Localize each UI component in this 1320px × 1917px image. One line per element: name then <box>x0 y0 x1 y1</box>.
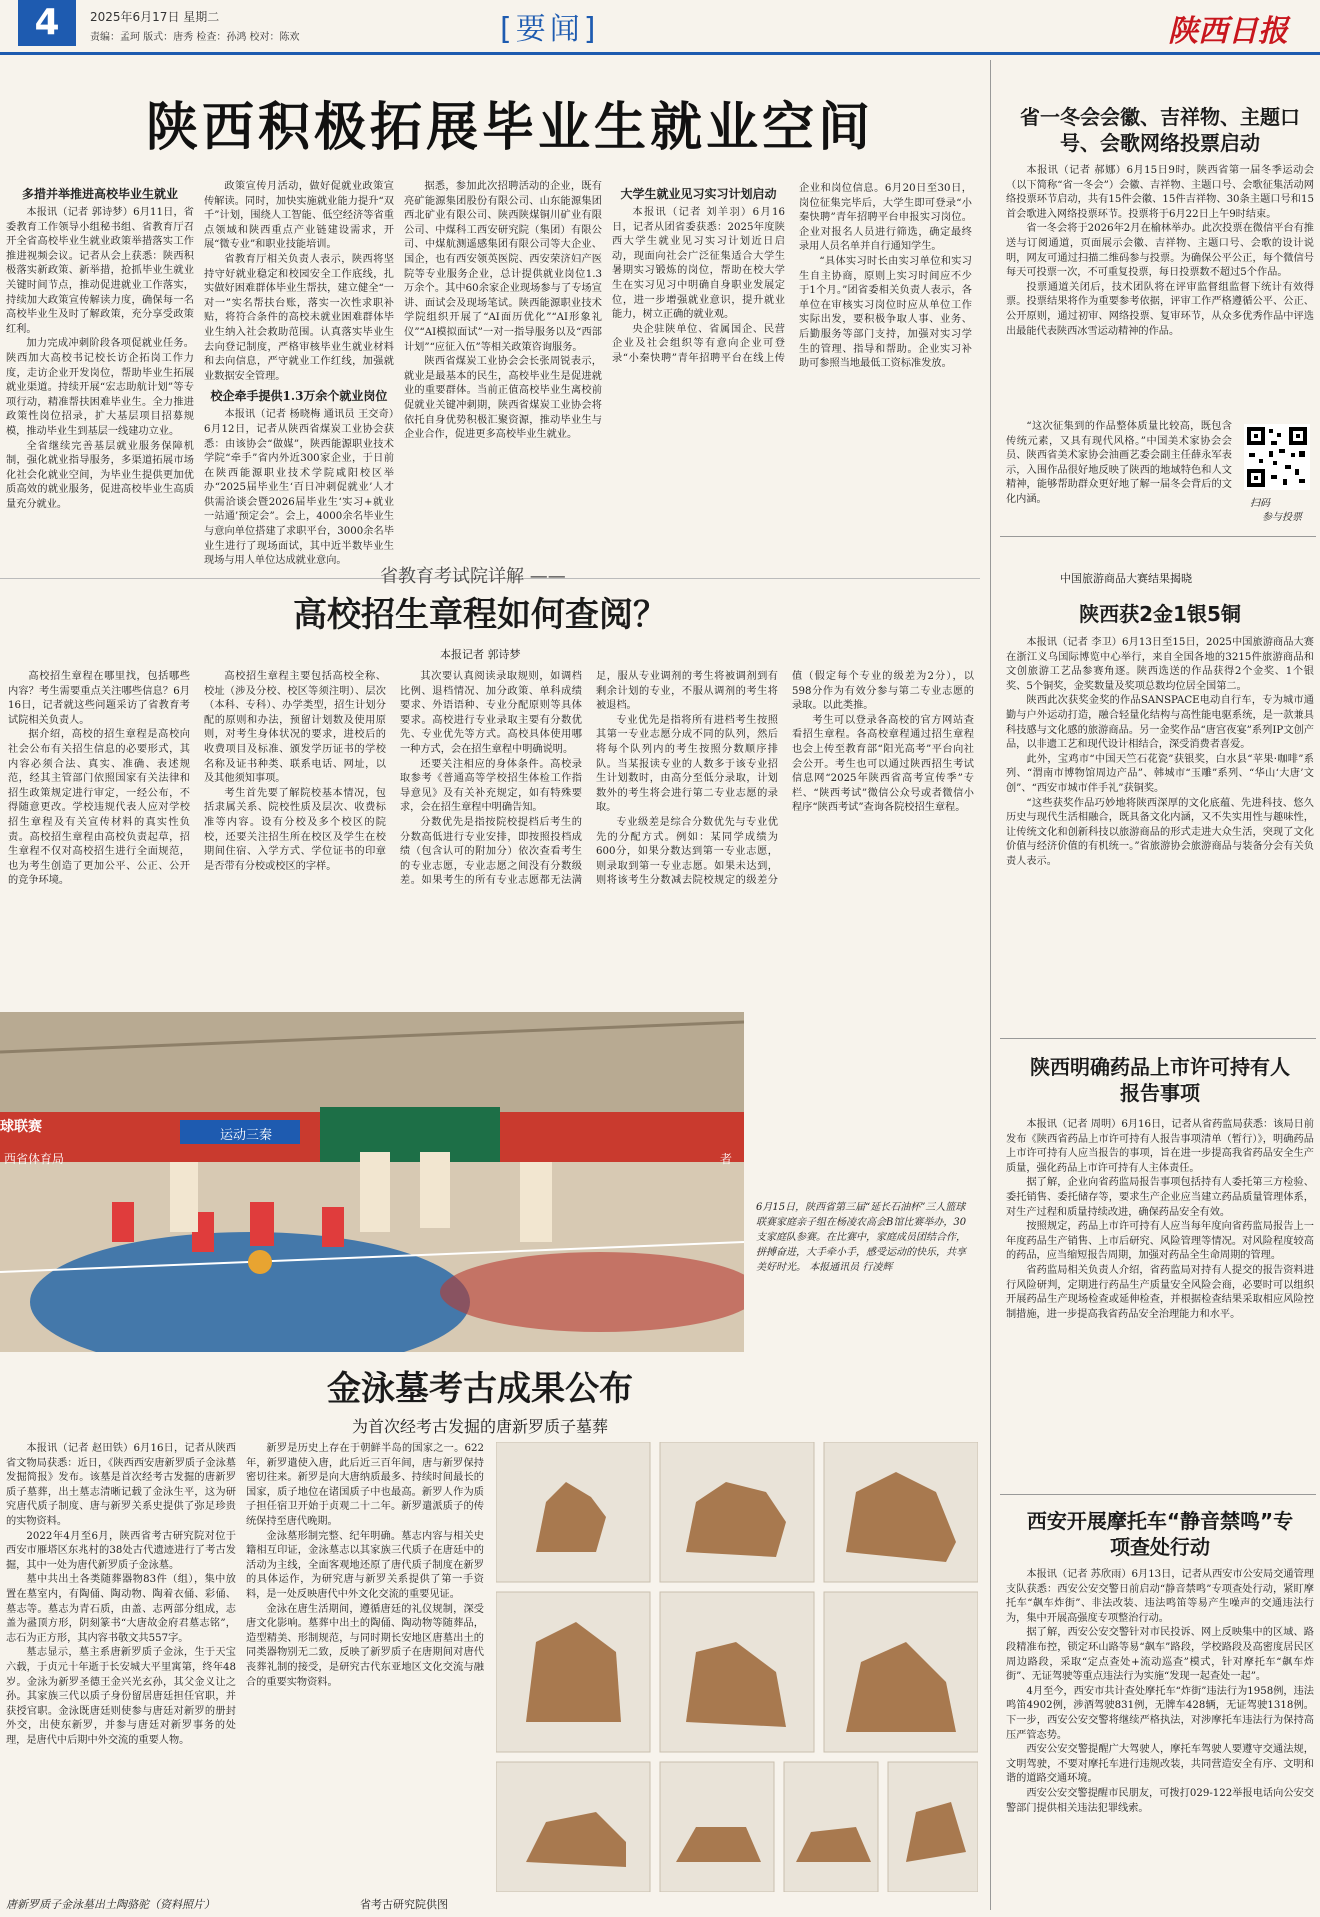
a1-para: 据悉，参加此次招聘活动的企业，既有亮矿能源集团股份有限公司、山东能源集团西北矿业有限公司、陕西陕煤铜川矿业有限公司、中煤科工西安研究院（集团）有限公司、中煤航测遥感集团有限公司等大企业、国企，也有西安领英医院、西安荣济妇产医院等专业服务企业，总计提供就业岗位1.3万余个。其中60余家企业现场参与了专场宣讲、面试会及现场笔试。陕西能源职业技术学院组织开展了“AI面历优化”“AI形象礼仪”“AI模拟面试”一对一指导服务以及“西部计划”“应征入伍”等相关政策咨询服务。 <box>404 181 602 353</box>
header-rule <box>0 52 1320 55</box>
a3-para: 墓志显示，墓主系唐新罗质子金泳，生于天宝六载，于贞元十年逝于长安城大平里寓第，终年48岁。金泳为新罗圣德王金兴光玄孙，其父金义让之孙。其家族三代以质子身份留居唐廷担任官职，并获授官职。金泳既唐廷则使参与唐廷对新罗的册封外交，出使东新罗，并参与唐廷对新罗事务的处理，是唐代中后期中外交流的重要人物。 <box>6 1647 236 1746</box>
a1-para: 全省继续完善基层就业服务保障机制，强化就业指导服务，多渠道拓展市场化社会化就业空间，为毕业生提供更加优质高效的就业服务，促进高校毕业生高质量充分就业。 <box>6 440 194 510</box>
r1-para: “这次征集到的作品整体质量比较高，既包含传统元素，又具有现代风格。”中国美术家协会会员、陕西省美术家协会油画艺委会副主任薛永军表示，入围作品很好地反映了陕西的地域特色和人文精神，能够帮助群众更好地了解一届冬会背后的文化内涵。 <box>1006 421 1232 505</box>
a1-subhead-1: 多措并举推进高校毕业生就业 <box>21 187 178 201</box>
a3-headline: 金泳墓考古成果公布 <box>327 1369 633 1409</box>
a2-kicker: 省教育考试院详解 —— <box>380 566 566 587</box>
a3-subtitle: 为首次经考古发掘的唐新罗质子墓葬 <box>351 1417 608 1436</box>
a1-subhead-3: 大学生就业见习实习计划启动 <box>620 187 777 201</box>
a1-para: 本报讯（记者 杨晓梅 通讯员 王交奇）6月12日，记者从陕西省煤炭工业协会获悉：由该协会“做媒”，陕西能源职业技术学院“牵手”省内外近300家企业，于日前在陕西能源职业技术学院咸阳校区举办“2025届毕业生‘百日冲刺促就业’人才供需洽谈会暨2026届毕业生‘实习+就业一站通’预定会”。会上，4000余名毕业生与意向单位搭建了求职平台，3000余名毕业生进行了现场面试，其中近半数毕业生现场与用人单位达成就业意向。 <box>204 409 394 567</box>
qr-code[interactable] <box>1244 424 1310 490</box>
basketball-scene <box>0 1012 744 1352</box>
a2-para: 高校招生章程主要包括高校全称、校址（涉及分校、校区等须注明）、层次（本科、专科）、办学类型，招生计划分配的原则和办法，预留计划数及使用原则，对考生身体状况的要求，进校后的收费项目及标准、颁发学历证书的学校名称及证书种类、联系电话、网址，以及其他须知事项。 <box>204 671 386 785</box>
r3-headline: 陕西明确药品上市许可持有人报告事项 <box>1030 1055 1290 1105</box>
a3-para: 金泳在唐生活期间，遵循唐廷的礼仪规制，深受唐文化影响。墓葬中出土的陶俑、陶动物等随葬品，造型精美、形制规范，与同时期长安地区唐墓出土的同类器物别无二致，反映了新罗质子在唐期间对唐代丧葬礼制的接受，是研究古代东亚地区文化交流与融合的重要实物资料。 <box>246 1603 484 1688</box>
a2-body <box>8 670 974 1008</box>
r3-para: 本报讯（记者 周明）6月16日，记者从省药监局获悉：该局日前发布《陕西省药品上市许可持有人报告事项清单（暂行）》，明确药品上市许可持有人应当报告的事项，旨在进一步提高我省药品安全生产质量，强化药品上市许可持有人主体责任。 <box>1006 1119 1314 1174</box>
divider <box>1000 1038 1316 1039</box>
banner-text: 西省体育局 <box>4 1152 65 1166</box>
r3-para: 据了解，企业向省药监局报告事项包括持有人委托第三方检验、委托销售、委托储存等，要求生产企业应当建立药品质量管理体系，对生产过程和质量持续改进，确保药品安全有效。 <box>1006 1177 1314 1218</box>
r1-headline: 省一冬会会徽、吉祥物、主题口号、会歌网络投票启动 <box>1020 105 1300 155</box>
a2-para: 分数优先是指按院校提档后考生的分数高低进行专业安排，即按照投档成绩（包含认可的附加分）依次查看考生的专业志愿，专业志愿之间没有分数级差。如果考生的所有专业志愿都无法满足，服从专业调剂的考生将被调剂到有剩余计划的专业，不服从调剂的考生将被退档。 <box>400 671 778 887</box>
r4-para: 4月至今，西安市共计查处摩托车“炸街”违法行为1958例，违法鸣笛4902例，涉酒驾驶831例，无牌车428辆，无证驾驶1318例。下一步，西安公安交警将继续严格执法，对涉摩托车违法行为保持高压严管态势。 <box>1006 1685 1314 1741</box>
a1-para: 加力完成冲刺阶段各项促就业任务。陕西加大高校书记校长访企拓岗工作力度，走访企业开发岗位，帮助毕业生拓展就业渠道。持续开展“宏志助航计划”等专项行动，精准帮扶困难毕业生。全力推进政策性岗位招录，扩大基层项目招募规模，推动毕业生到基层一线建功立业。 <box>6 338 194 437</box>
banner-text: 运动三秦 <box>220 1128 273 1143</box>
r3-para: 按照规定，药品上市许可持有人应当每年度向省药监局报告上一年度药品生产销售、上市后研究、风险管理等情况。对风险程度较高的药品，应当缩短报告周期，加强对药品全生命周期的管理。 <box>1006 1221 1314 1262</box>
a2-para: 高校招生章程在哪里找，包括哪些内容？考生需要重点关注哪些信息？6月16日，记者就这些问题采访了省教育考试院相关负责人。 <box>8 671 190 726</box>
r4-para: 西安公安交警提醒广大驾驶人，摩托车驾驶人要遵守交通法规，文明驾驶，不要对摩托车进行违规改装，共同营造安全有序、文明和谐的道路交通环境。 <box>1006 1744 1314 1785</box>
r3-body <box>1006 1118 1314 1466</box>
a2-byline: 本报记者 郭诗梦 <box>440 648 521 661</box>
r1-para: 投票通道关闭后，技术团队将在评审监督组监督下统计有效得票。投票结果将作为重要参考依据，评审工作严格遵循公平、公正、公开原则，通过初审、网络投票、复审环节，从众多优秀作品中评选出最能代表陕西冰雪运动精神的作品。 <box>1006 281 1314 337</box>
a2-para: 考生首先要了解院校基本情况，包括隶属关系、院校性质及层次、收费标准等内容。设有分校及多个校区的院校，还要关注招生所在校区及学生在校期间住宿、入学方式、学位证书的印章是否带有分校或校区的字样。 <box>204 787 386 872</box>
photo1-caption <box>756 1200 974 1275</box>
a1-para: “具体实习时长由实习单位和实习生自主协商，原则上实习时间应不少于1个月。”团省委相关负责人表示，各单位在审核实习岗位时应从单位工作实际出发，要积极争取人事、业务、后勤服务等部门支持，加强对实习学生的管理、指导和帮助。企业实习补助可参照当地最低工资标准发放。 <box>799 255 972 370</box>
a2-para: 专业级差是综合分数优先与专业优先的分配方式。例如：某同学成绩为600分，如果分数达到第一专业志愿，则录取到第一专业志愿。如果未达到，则将该考生分数减去院校规定的级差分值（假定每个专业的级差为2分），以598分作为有效分参与第二专业志愿的录取。以此类推。 <box>596 671 974 887</box>
r2-para: 陕西此次获奖金奖的作品SANSPACE电动自行车，专为城市通勤与户外运动打造，融合轻量化结构与高性能电驱系统，是一款兼具科技感与文化感的旅游商品。另一金奖作品“唐宫夜宴”系列IP文创产品，以非遗工艺和现代设计相结合，深受消费者喜爱。 <box>1006 695 1314 751</box>
qr-code-icon <box>1244 424 1310 490</box>
a2-para: 还要关注相应的身体条件。高校录取参考《普通高等学校招生体检工作指导意见》及有关补充规定，如有特殊要求，会在招生章程中明确告知。 <box>400 758 582 814</box>
banner-text: 球联赛 <box>0 1119 42 1135</box>
r2-body <box>1006 636 1314 1032</box>
r2-kicker: 中国旅游商品大赛结果揭晓 <box>1060 572 1192 585</box>
a1-subhead-2: 校企牵手提供1.3万余个就业岗位 <box>210 389 388 404</box>
a3-col2 <box>246 1442 484 1892</box>
a3-para: 本报讯（记者 赵田铁）6月16日，记者从陕西省文物局获悉：近日，《陕西西安唐新罗质子金泳墓发掘简报》发布。该墓是首次经考古发掘的唐新罗质子墓葬，出土墓志清晰记载了金泳生平，这为研究唐代质子制度、唐与新罗关系史提供了弥足珍贵的实物资料。 <box>6 1443 236 1527</box>
a1-para: 本报讯（记者 郭诗梦）6月11日，省委教育工作领导小组秘书组、省教育厅召开全省高校毕业生就业政策举措落实工作推进视频会议。记者从会上获悉：陕西积极落实新政策、新举措，抢抓毕业生就业关键时间节点，推动促进就业工作落实，持续加大政策宣传解读力度，确保每一名高校毕业生及时了解政策，充分享受政策红利。 <box>6 207 194 335</box>
banner-text: 者 <box>720 1152 733 1166</box>
a2-headline: 高校招生章程如何查阅？ <box>293 595 667 635</box>
r4-headline: 西安开展摩托车“静音禁鸣”专项查处行动 <box>1026 1509 1294 1559</box>
r2-headline: 陕西获2金1银5铜 <box>1079 602 1241 626</box>
a1-headline: 陕西积极拓展毕业生就业空间 <box>145 98 874 158</box>
editor-credits: 责编：孟珂 版式：唐秀 检查：孙鸿 校对：陈欢 <box>90 32 300 43</box>
a2-para: 其次要认真阅读录取规则，如调档比例、退档情况、加分政策、单科成绩要求、外语语种、专业分配原则等具体要求。高校进行专业录取主要有分数优先、专业优先等方式。高校具体使用哪一种方式，会在招生章程中明确说明。 <box>400 671 582 755</box>
a3-para: 新罗是历史上存在于朝鲜半岛的国家之一。622年，新罗遣使入唐，此后近三百年间，唐与新罗保持密切往来。新罗是向大唐纳质最多、持续时间最长的国家，质子地位在诸国质子中也最高。新罗人作为质子担任宿卫开始于贞观二十二年。新罗遣派质子的传统保持至唐代晚期。 <box>246 1443 484 1527</box>
a3-photo-caption: 唐新罗质子金泳墓出土陶骆驼（资料照片） <box>6 1898 215 1911</box>
a2-para: 考生可以登录各高校的官方网站查看招生章程。各高校章程通过招生章程也会上传至教育部“阳光高考”平台向社会公开。考生也可以通过陕西招生考试信息网“2025年陕西省高考宣传季”专栏、“陕西考试”微信公众号或者微信小程序“陕西考试”查询各院校招生章程。 <box>792 714 974 814</box>
a3-para: 金泳墓形制完整、纪年明确。墓志内容与相关史籍相互印证，金泳墓志以其家族三代质子在唐廷中的活动为主线，全面客观地还原了唐代质子制度在新罗的具体运作，为研究唐与新罗关系提供了第一手资料，是一处反映唐代中外文化交流的重要见证。 <box>246 1530 484 1600</box>
a1-para: 政策宣传月活动，做好促就业政策宣传解读。同时，加快实施就业能力提升“双千”计划，围绕人工智能、低空经济等省重点领域和陕西重点产业链建设需求，开展“微专业”和职业技能培训。 <box>204 181 394 251</box>
divider <box>1000 1494 1316 1495</box>
divider <box>1000 536 1316 537</box>
caption-text: 6月15日，陕西省第三届“延长石油杯”三人篮球联赛家庭亲子组在杨凌农高会B馆比赛举办，30支家庭队参赛。在比赛中，家庭成员团结合作，拼搏奋进，大手牵小手，感受运动的快乐，共享美好时光。 <box>756 1202 967 1273</box>
r4-para: 据了解，西安公安交警针对市民投诉、网上反映集中的区域、路段精准布控，锁定环山路等易“飙车”路段，学校路段及高密度居民区周边路段，采取“定点查处+流动巡查”模式，针对摩托车“飙车炸街”、无证驾驶等重点违法行为实施“发现一起查处一起”。 <box>1006 1627 1314 1683</box>
r4-body <box>1006 1568 1314 1910</box>
a2-para: 据介绍，高校的招生章程是高校向社会公布有关招生信息的必要形式，其内容必须合法、真实、准确、表述规范，经其主管部门依照国家有关法律和招生政策规定进行审定，一经公布，不得随意更改。学校违规代表人应对学校招生章程及有关宣传材料的真实性负责。高校招生章程由高校负责起草，招生章程不仅对高校招生进行全面规范，也为考生创造了更加公平、公正、公开的竞争环境。 <box>8 729 190 887</box>
qr-label: 参与投票 <box>1262 512 1302 523</box>
section-label: [要闻] <box>500 12 600 47</box>
r2-para: 本报讯（记者 李卫）6月13日至15日，2025中国旅游商品大赛在浙江义乌国际博览中心举行，来自全国各地的3215件旅游商品和文创旅游工艺品参赛角逐。陕西选送的作品获得2个金奖、1个银奖、5个铜奖，金奖数量及奖项总数均位居全国第二。 <box>1006 637 1314 692</box>
column-divider <box>990 60 991 1910</box>
issue-date: 2025年6月17日 星期二 <box>90 10 220 24</box>
a1-para: 本报讯（记者 刘羊羽）6月16日，记者从团省委获悉：2025年度陕西大学生就业见习实习计划近日启动，现面向社会广泛征集适合大学生暑期实习锻炼的岗位，帮助在校大学生在实习见习中明确自身职业发展定位，进一步增强就业意识，提升就业能力，树立正确的就业观。 <box>612 207 785 321</box>
r4-para: 本报讯（记者 苏欣雨）6月13日，记者从西安市公安局交通管理支队获悉：西安公安交警日前启动“静音禁鸣”专项查处行动，紧盯摩托车“飙车炸街”、非法改装、违法鸣笛等易产生噪声的交通违法行为，集中开展高强度专项整治行动。 <box>1006 1569 1314 1624</box>
qr-label: 扫码 <box>1250 498 1270 509</box>
a2-para: 专业优先是指将所有进档考生按照其第一专业志愿分成不同的队列，然后将每个队列内的考生按照分数顺序排队。当某报读专业的人数多于该专业招生计划数时，由高分至低分录取，计划数外的考生将会进行第二专业志愿的录取。 <box>596 714 778 814</box>
artifact-gallery <box>496 1442 978 1892</box>
basketball-photo <box>0 1012 744 1352</box>
a3-para: 墓中共出土各类随葬器物83件（组），集中放置在墓室内，有陶俑、陶动物、陶着衣俑、彩俑、墓志等。墓志为青石质，由盖、志两部分组成，志盖为盝顶方形，阴刻篆书“大唐故金府君墓志铭”，志石为正方形，其内容书敬文共557字。 <box>6 1574 236 1644</box>
r1-body-2 <box>1006 420 1232 530</box>
artifact-photos <box>496 1442 978 1892</box>
r1-para: 本报讯（记者 郝娜）6月15日9时，陕西省第一届冬季运动会（以下简称“省一冬会”）会徽、吉祥物、主题口号、会歌征集活动网络投票环节启动，共有15件会徽、15件吉祥物、30条主题口号和15首会歌进入网络投票环节。投票将于6月22日上午9时结束。 <box>1006 165 1314 220</box>
r4-para: 西安公安交警提醒市民朋友，可拨打029-122举报电话向公安交警部门提供相关违法犯罪线索。 <box>1006 1787 1314 1814</box>
a1-para: 省教育厅相关负责人表示，陕西将坚持守好就业稳定和校园安全工作底线，扎实做好困难群体毕业生帮扶，建立健全“一对一”实名帮扶台账，落实一次性求职补贴，将符合条件的高校未就业困难群体毕业生纳入社会救助范围。认真落实毕业生去向登记制度，严格审核毕业生就业材料和去向信息，严守就业工作红线，加强就业数据安全管理。 <box>204 253 394 382</box>
a1-para: 陕西省煤炭工业协会会长张周锐表示，就业是最基本的民生，高校毕业生是促进就业的重要群体。当前正值高校毕业生离校前促就业关键冲刺期，陕西省煤炭工业协会将依托自身优势积极汇聚资源，推动毕业生与企业合作，促进更多高校毕业生就业。 <box>404 356 602 441</box>
r1-para: 省一冬会将于2026年2月在榆林举办。此次投票在微信平台有推送与订阅通道，页面展示会徽、吉祥物、主题口号、会歌的设计说明，网友可通过扫描二维码参与投票。为确保公平公正，每个微信号每天可投票一次，不可重复投票，每日投票数不超过5个作品。 <box>1006 223 1314 279</box>
r2-para: 此外，宝鸡市“中国天竺石花瓷”获银奖，白水县“苹果·咖啡”系列、“渭南市博物馆周边产品”、韩城市“玉雕”系列、“华山‘大唐’文创”、“西安市城市伴手礼”获铜奖。 <box>1006 753 1314 794</box>
r3-para: 省药监局相关负责人介绍，省药监局对持有人提交的报告资料进行风险研判，定期进行药品生产质量安全风险会商，必要时可以组织开展药品生产现场检查或延伸检查，并根据检查结果采取相应风险控制措施，进一步提高我省药品安全治理能力和水平。 <box>1006 1264 1314 1320</box>
page-number: 4 <box>18 0 76 46</box>
newspaper-logo: 陕西日报 <box>1168 14 1288 49</box>
a3-photo-credit: 省考古研究院供图 <box>360 1898 448 1911</box>
a3-para: 2022年4月至6月，陕西省考古研究院对位于西安市雁塔区东兆村的38处古代遗迹进行了考古发掘，其中一处为唐代新罗质子金泳墓。 <box>6 1530 236 1571</box>
photo-credit: 本报通讯员 行凌辉 <box>809 1262 893 1273</box>
a3-col1 <box>6 1442 236 1892</box>
a1-para: 央企驻陕单位、省属国企、民营企业及社会组织等有意向企业可登录“小秦快聘”青年招聘平台在线上传企业和岗位信息。6月20日至30日，岗位征集完毕后，大学生即可登录“小秦快聘”青年招聘平台申报实习岗位。企业对报名人员进行筛选，确定最终录用人员名单并自行通知学生。 <box>612 183 972 364</box>
r2-para: “这些获奖作品巧妙地将陕西深厚的文化底蕴、先进科技、悠久历史与现代生活相融合，既具备文化内涵，又不失实用性与趣味性，让传统文化和创新科技以旅游商品的形式走进大众生活，突现了文化价值与经济价值的有机统一。”省旅游协会旅游商品与装备分会有关负责人表示。 <box>1006 797 1314 867</box>
